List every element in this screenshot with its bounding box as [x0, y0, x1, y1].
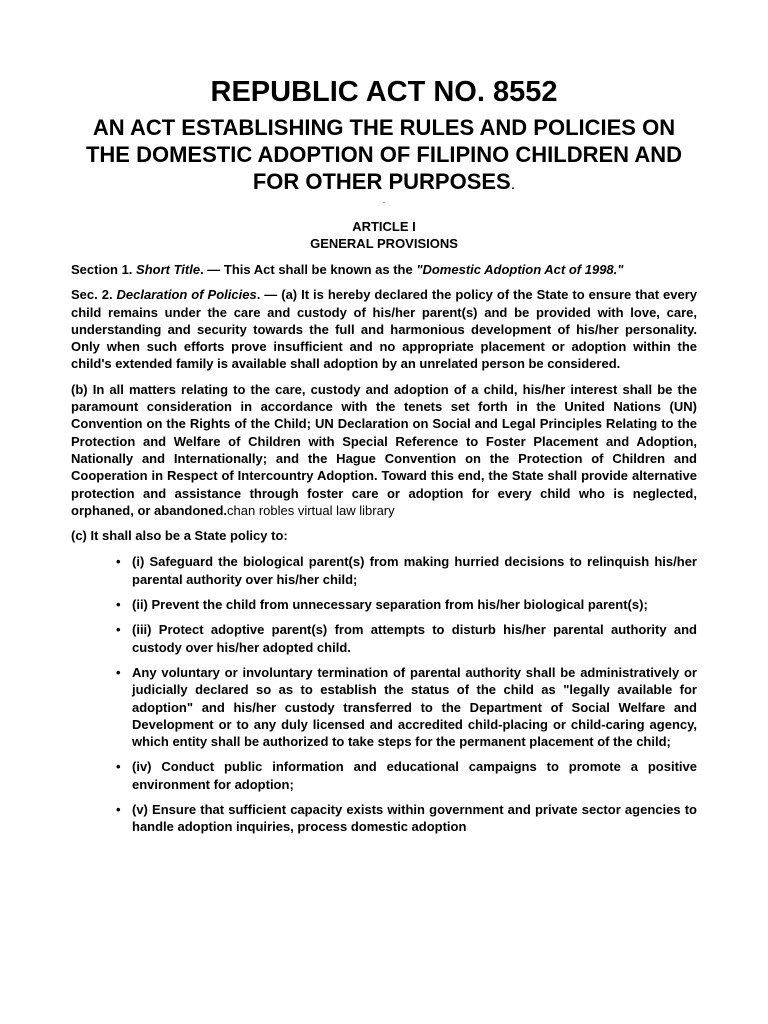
policy-list-item [116, 758, 697, 793]
section-1-short-title: "Domestic Adoption Act of 1998." [416, 262, 624, 277]
section-2-heading: Declaration of Policies [116, 287, 257, 303]
bullet-icon: • [116, 802, 121, 818]
policy-item-text: (iii) Protect adoptive parent(s) from attempts to disturb his/her parental authority and custody over his/her adopted child. [132, 622, 697, 655]
bullet-icon: • [116, 664, 121, 680]
subtitle-text: AN ACT ESTABLISHING THE RULES AND POLICIES ON THE DOMESTIC ADOPTION OF FILIPINO CHILDREN AND FOR OTHER PURPOSES [85, 115, 683, 194]
document-body [71, 261, 697, 844]
document-title: REPUBLIC ACT NO. 8552 [210, 76, 558, 108]
policy-item-text: (v) Ensure that sufficient capacity exists within government and private sector agencies to handle adoption inquiries, process domestic adoption [132, 802, 697, 835]
section-1-text: . — This Act shall be known as the [200, 262, 417, 277]
document-subtitle [70, 114, 698, 198]
article-number: ARTICLE I [352, 219, 416, 234]
section-2-para-a-text: . — (a) It is hereby declared the policy of the State to ensure that every child remains under the care and custody of his/her parent(s) and be provided with love, care, understanding and security towards the full and harmonious development of his/her personality. Only when such efforts prove insufficient and no appropriate placement or adoption within the child's extended family is available shall adoption by an unrelated person be considered. [71, 287, 697, 372]
policy-item-text: Any voluntary or involuntary termination of parental authority shall be administratively or judicially declared so as to establish the status of the child as "legally available for adoption" and his/her custody transferred to the Department of Social Welfare and Development or to any duly licensed and accredited child-placing or child-caring agency, which entity shall be authorized to take steps for the permanent placement of the child; [132, 664, 697, 750]
policy-list-item [116, 801, 697, 836]
policy-list-item [116, 596, 697, 613]
policy-item-text: (i) Safeguard the biological parent(s) from making hurried decisions to relinquish his/her parental authority over his/her child; [132, 554, 697, 587]
article-title: GENERAL PROVISIONS [310, 236, 458, 251]
policy-item-text: (ii) Prevent the child from unnecessary separation from his/her biological parent(s); [132, 597, 648, 613]
separator-dot: . [382, 196, 386, 205]
section-1-label: Section 1. [71, 262, 137, 277]
policy-list-item [116, 664, 697, 750]
section-2-para-c: (c) It shall also be a State policy to: [71, 528, 288, 544]
section-2-para-a [71, 286, 697, 372]
bullet-icon: • [116, 759, 121, 775]
policy-item-text: (iv) Conduct public information and educational campaigns to promote a positive environment for adoption; [132, 759, 697, 792]
section-2-para-b-text: (b) In all matters relating to the care, custody and adoption of a child, his/her interest shall be the paramount consideration in accordance with the tenets set forth in the United Nations (UN) Convention on the Rights of the Child; UN Declaration on Social and Legal Principles Relating to the Protection and Welfare of Children with Special Reference to Foster Placement and Adoption, Nationally and Internationally; and the Hague Convention on the Protection of Children and Cooperation in Respect of Intercountry Adoption. Toward this end, the State shall provide alternative protection and assistance through foster care or adoption for every child who is neglected, orphaned, or abandoned. [71, 381, 697, 518]
article-heading-block [0, 218, 768, 252]
bullet-icon: • [116, 554, 121, 570]
section-2-para-b [71, 381, 697, 519]
section-1 [71, 261, 697, 278]
bullet-icon: • [116, 597, 121, 613]
subtitle-period: . [510, 176, 516, 193]
section-1-heading: Short Title [136, 262, 201, 277]
section-2-label: Sec. 2. [71, 287, 117, 303]
bullet-icon: • [116, 622, 121, 638]
policy-list [71, 553, 697, 835]
law-library-watermark: chan robles virtual law library [227, 502, 395, 518]
policy-list-item [116, 553, 697, 588]
policy-list-item [116, 621, 697, 656]
